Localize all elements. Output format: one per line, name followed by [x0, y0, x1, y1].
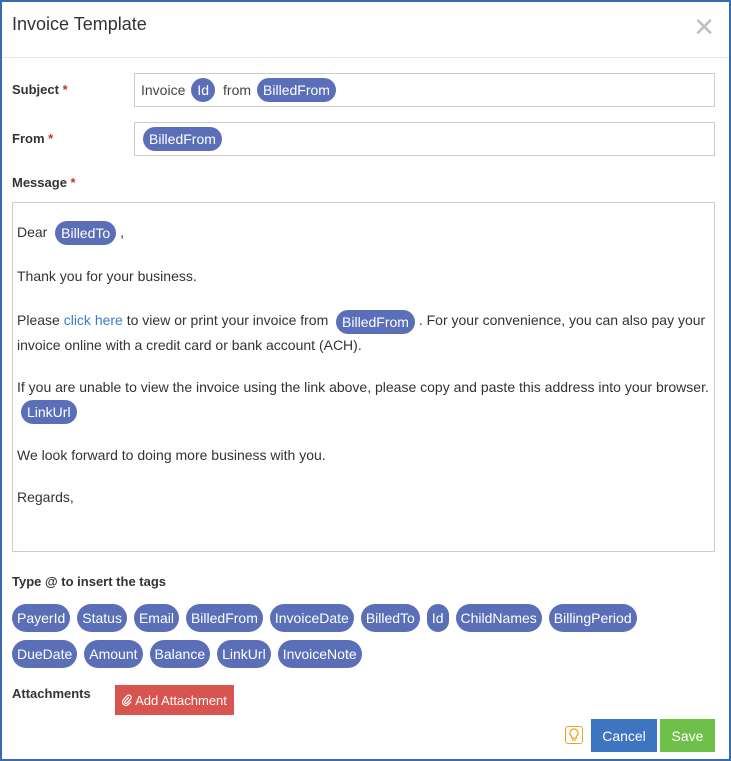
message-tag-linkurl[interactable]: LinkUrl	[21, 400, 77, 424]
tag-billedfrom[interactable]: BilledFrom	[186, 604, 263, 632]
from-tag-billedfrom[interactable]: BilledFrom	[143, 127, 222, 151]
tag-balance[interactable]: Balance	[150, 640, 211, 668]
tag-linkurl[interactable]: LinkUrl	[217, 640, 271, 668]
tag-invoicenote[interactable]: InvoiceNote	[278, 640, 362, 668]
required-mark: *	[62, 82, 68, 97]
tag-list-row-2	[12, 640, 362, 668]
subject-label: Subject *	[12, 82, 68, 97]
tag-childnames[interactable]: ChildNames	[456, 604, 542, 632]
tag-amount[interactable]: Amount	[84, 640, 142, 668]
subject-text: from	[223, 82, 252, 98]
subject-text: Invoice	[141, 82, 186, 98]
add-attachment-label: Add Attachment	[135, 692, 227, 708]
tags-hint: Type @ to insert the tags	[12, 574, 167, 589]
close-icon[interactable]: ✕	[693, 12, 715, 42]
message-editor[interactable]	[12, 202, 715, 552]
subject-input[interactable]	[134, 73, 715, 107]
tag-email[interactable]: Email	[134, 604, 179, 632]
click-here-link[interactable]: click here	[63, 312, 123, 329]
cancel-button[interactable]: Cancel	[591, 719, 657, 752]
subject-tag-id[interactable]: Id	[191, 78, 215, 102]
tag-list-row-1	[12, 604, 637, 632]
message-label: Message *	[12, 175, 76, 190]
from-label: From *	[12, 131, 54, 146]
tag-invoicedate[interactable]: InvoiceDate	[270, 604, 354, 632]
attachments-label: Attachments	[12, 686, 91, 701]
tag-id[interactable]: Id	[427, 604, 449, 632]
tag-payerid[interactable]: PayerId	[12, 604, 70, 632]
tag-status[interactable]: Status	[77, 604, 127, 632]
message-thanks: Thank you for your business.	[17, 268, 197, 285]
tag-billingperiod[interactable]: BillingPeriod	[549, 604, 637, 632]
message-tag-billedto[interactable]: BilledTo	[55, 221, 116, 245]
lightbulb-icon[interactable]	[565, 726, 583, 744]
save-button[interactable]: Save	[660, 719, 715, 752]
tag-duedate[interactable]: DueDate	[12, 640, 77, 668]
paperclip-icon	[122, 694, 132, 706]
required-mark: *	[48, 131, 54, 146]
message-paragraph-2: If you are unable to view the invoice using the link above, please copy and paste this address into your browser.	[17, 378, 709, 395]
message-closing: We look forward to doing more business with you.	[17, 446, 326, 463]
message-tag-billedfrom[interactable]: BilledFrom	[336, 310, 415, 334]
lightbulb-glyph	[568, 728, 580, 742]
message-link-line	[17, 400, 710, 424]
subject-tag-billedfrom[interactable]: BilledFrom	[257, 78, 336, 102]
from-input[interactable]	[134, 122, 715, 156]
dialog-title: Invoice Template	[12, 14, 147, 34]
dialog-header	[2, 2, 729, 58]
message-regards: Regards,	[17, 488, 74, 505]
tag-billedto[interactable]: BilledTo	[361, 604, 420, 632]
add-attachment-button[interactable]	[115, 685, 234, 715]
required-mark: *	[70, 175, 76, 190]
message-paragraph-1: Please click here to view or print your invoice from BilledFrom . For your convenience, you can also pay your invoice online with a credit card or bank account (ACH).	[17, 309, 710, 355]
message-greeting: Dear BilledTo ,	[17, 221, 710, 245]
